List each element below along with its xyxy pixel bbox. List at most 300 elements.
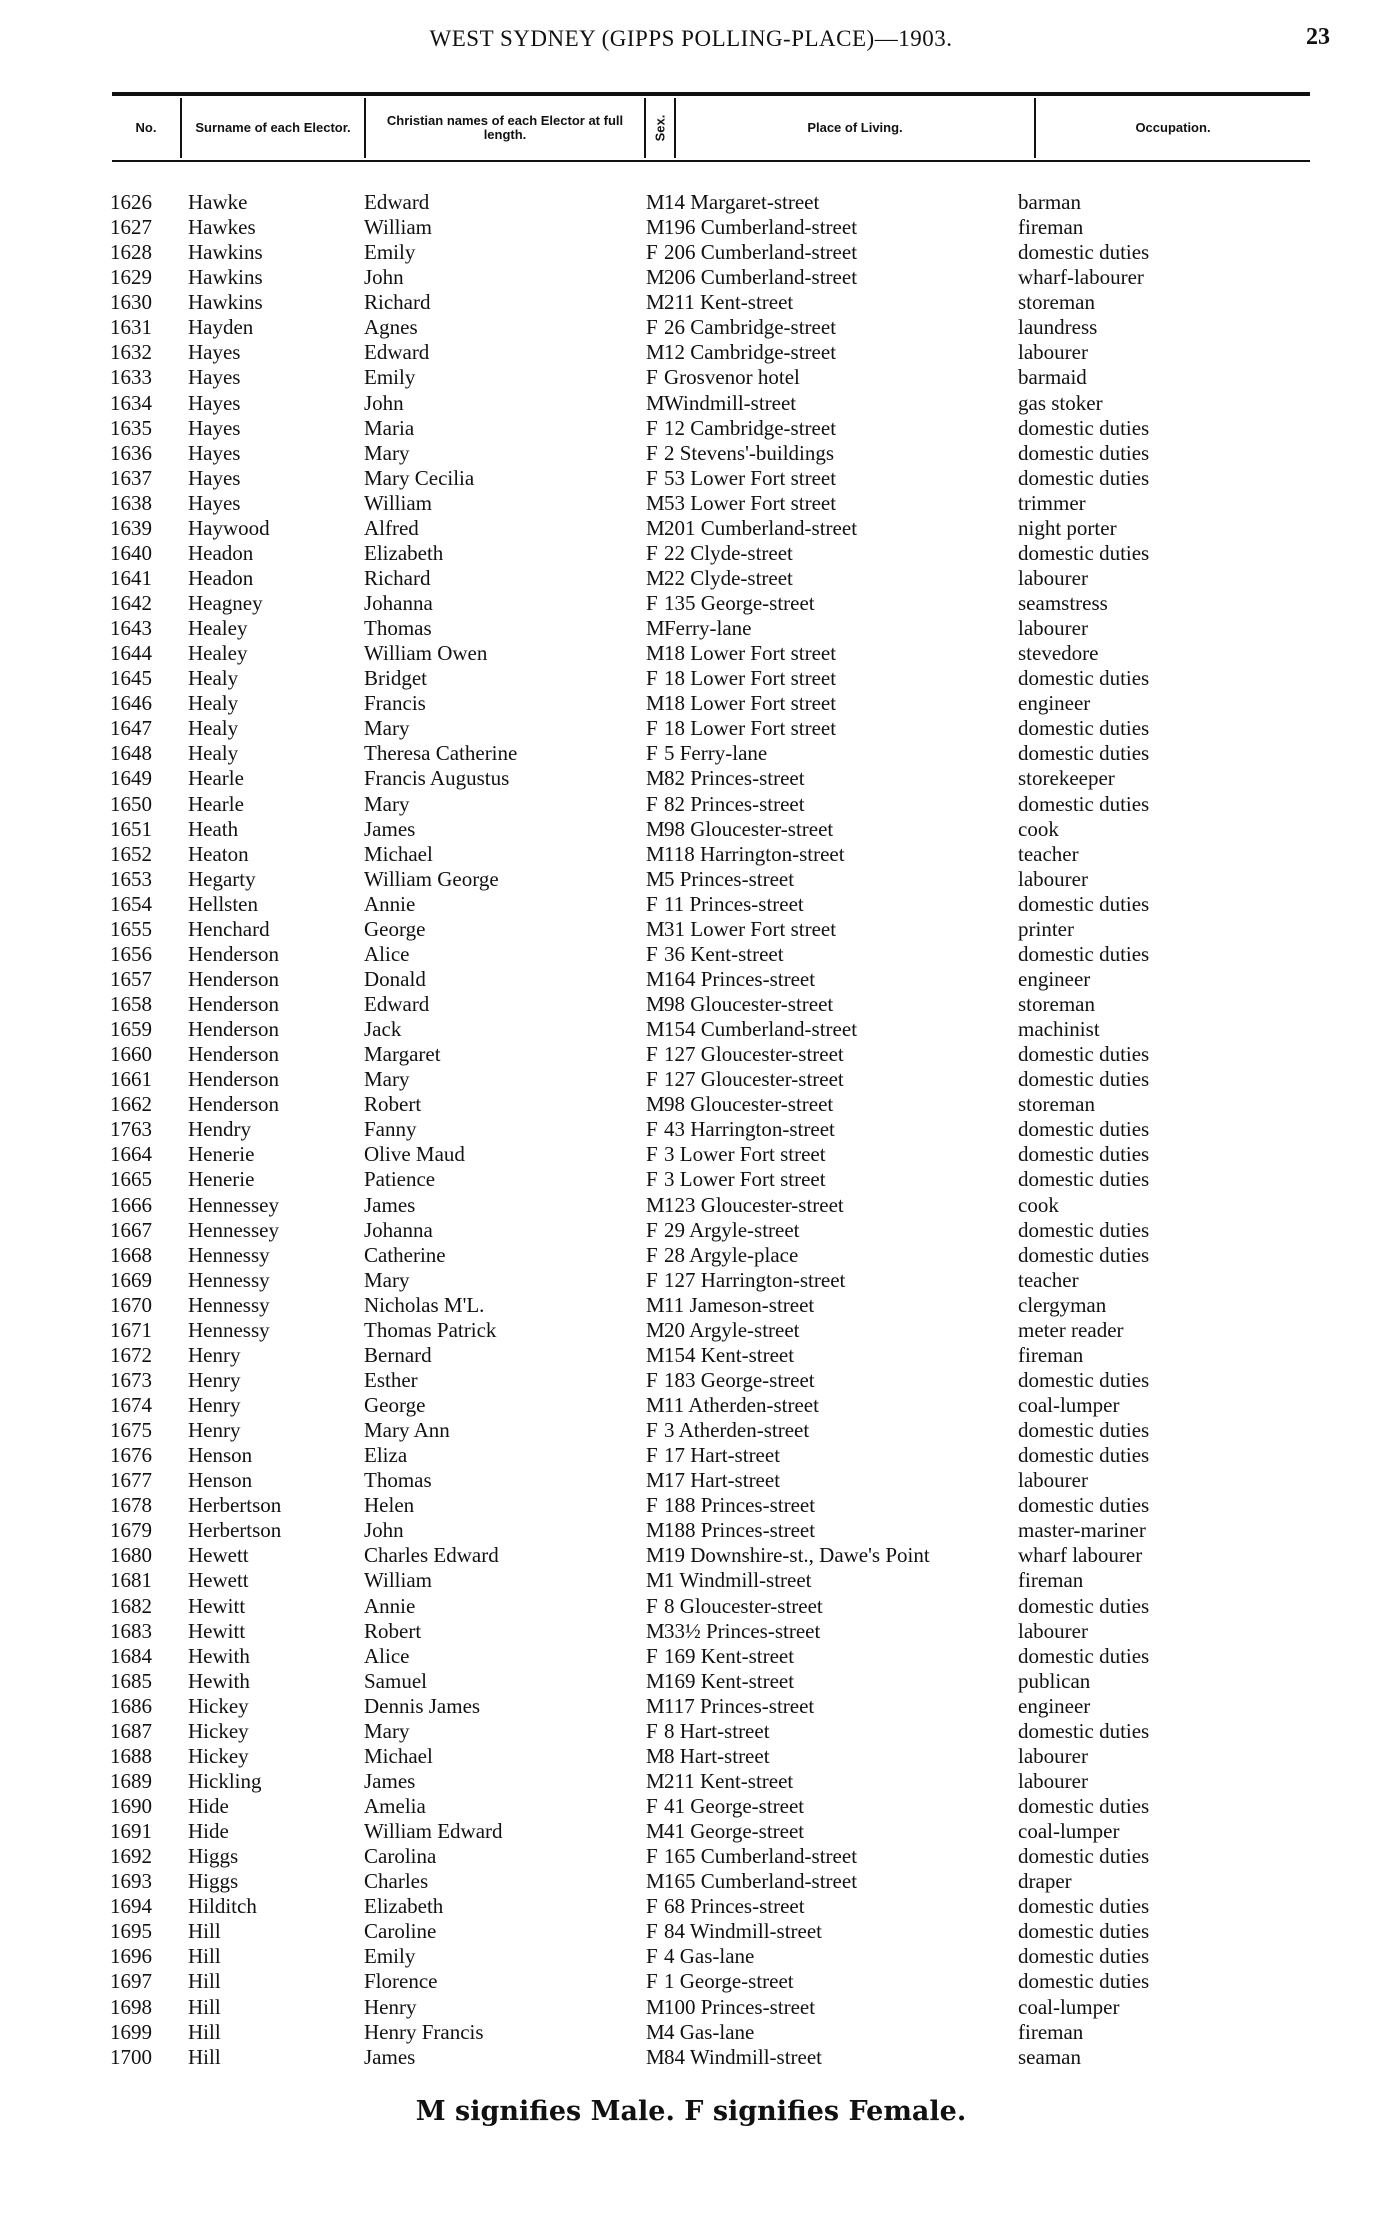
elector-sex: F xyxy=(646,1969,658,1994)
elector-christian-names: Mary xyxy=(364,716,410,741)
elector-occupation: engineer xyxy=(1018,691,1091,716)
table-row xyxy=(0,892,1382,917)
elector-surname: Henry xyxy=(188,1393,241,1417)
table-row xyxy=(0,792,1382,817)
table-row xyxy=(0,1268,1382,1293)
elector-number: 1688 xyxy=(110,1743,152,1768)
table-row xyxy=(0,967,1382,992)
elector-place-of-living: Windmill-street xyxy=(664,390,797,415)
elector-place-of-living: 135 George-street xyxy=(664,591,815,615)
elector-surname: Henson xyxy=(188,1468,253,1493)
elector-occupation: domestic duties xyxy=(1018,1844,1150,1869)
elector-number: 1656 xyxy=(110,941,152,966)
elector-occupation: trimmer xyxy=(1018,490,1086,515)
elector-surname: Hayes xyxy=(188,340,241,365)
table-row xyxy=(0,917,1382,942)
elector-surname: Henry xyxy=(188,1367,241,1392)
elector-christian-names: Mary xyxy=(364,791,410,816)
elector-number: 1662 xyxy=(110,1092,152,1117)
elector-number: 1677 xyxy=(110,1468,152,1493)
elector-place-of-living: 18 Lower Fort street xyxy=(664,641,837,666)
table-row xyxy=(0,1919,1382,1944)
elector-surname: Heaton xyxy=(188,841,249,866)
elector-occupation: domestic duties xyxy=(1018,791,1150,816)
elector-place-of-living: 36 Kent-street xyxy=(664,941,784,966)
table-row xyxy=(0,1067,1382,1092)
elector-number: 1684 xyxy=(110,1643,152,1668)
elector-surname: Healey xyxy=(188,616,248,641)
elector-number: 1672 xyxy=(110,1342,152,1367)
elector-place-of-living: 4 Gas-lane xyxy=(664,2019,755,2044)
elector-number: 1647 xyxy=(110,716,152,741)
elector-number: 1661 xyxy=(110,1067,152,1092)
elector-occupation: laundress xyxy=(1018,315,1098,340)
table-row xyxy=(0,1218,1382,1243)
elector-occupation: domestic duties xyxy=(1018,465,1150,490)
elector-occupation: engineer xyxy=(1018,1693,1091,1718)
elector-surname: Henerie xyxy=(188,1142,255,1167)
elector-christian-names: Henry xyxy=(364,1994,417,2019)
elector-christian-names: Francis Augustus xyxy=(364,766,510,791)
elector-occupation: labourer xyxy=(1018,1768,1088,1793)
elector-christian-names: Edward xyxy=(364,190,430,214)
column-header-row xyxy=(112,98,1310,158)
table-row xyxy=(0,1293,1382,1318)
elector-christian-names: William Owen xyxy=(364,641,488,666)
elector-christian-names: Annie xyxy=(364,1593,416,1618)
elector-surname: Hawkins xyxy=(188,240,263,265)
elector-christian-names: Johanna xyxy=(364,591,433,615)
elector-surname: Henson xyxy=(188,1443,253,1468)
elector-place-of-living: 19 Downshire-st., Dawe's Point xyxy=(664,1543,930,1568)
elector-number: 1631 xyxy=(110,315,152,340)
elector-number: 1642 xyxy=(110,591,152,615)
elector-occupation: labourer xyxy=(1018,565,1088,590)
elector-surname: Hill xyxy=(188,2019,221,2044)
elector-sex: M xyxy=(646,1192,665,1217)
elector-surname: Hawkes xyxy=(188,215,256,240)
elector-number: 1629 xyxy=(110,265,152,290)
elector-christian-names: Mary xyxy=(364,1067,410,1092)
elector-number: 1674 xyxy=(110,1393,152,1417)
elector-christian-names: James xyxy=(364,1768,416,1793)
elector-place-of-living: 28 Argyle-place xyxy=(664,1242,799,1267)
elector-surname: Henchard xyxy=(188,916,270,941)
elector-sex: F xyxy=(646,1217,658,1242)
elector-place-of-living: 26 Cambridge-street xyxy=(664,315,837,340)
elector-occupation: draper xyxy=(1018,1869,1072,1894)
elector-surname: Hill xyxy=(188,1994,221,2019)
page-number: 23 xyxy=(1306,24,1330,50)
table-row xyxy=(0,1594,1382,1619)
elector-surname: Hickey xyxy=(188,1718,249,1743)
table-row xyxy=(0,1393,1382,1418)
elector-sex: F xyxy=(646,1142,658,1167)
elector-surname: Hawke xyxy=(188,190,248,214)
elector-sex: F xyxy=(646,365,658,390)
elector-place-of-living: 211 Kent-street xyxy=(664,1768,794,1793)
elector-surname: Herbertson xyxy=(188,1493,282,1518)
elector-surname: Herbertson xyxy=(188,1518,282,1543)
elector-place-of-living: 22 Clyde-street xyxy=(664,565,793,590)
elector-number: 1649 xyxy=(110,766,152,791)
elector-surname: Hayes xyxy=(188,390,241,415)
elector-number: 1681 xyxy=(110,1568,152,1593)
table-row xyxy=(0,641,1382,666)
elector-occupation: domestic duties xyxy=(1018,1919,1150,1944)
table-row xyxy=(0,416,1382,441)
elector-place-of-living: 12 Cambridge-street xyxy=(664,340,837,365)
column-header-christian-names: Christian names of each Elector at full length. xyxy=(366,98,646,158)
elector-occupation: domestic duties xyxy=(1018,1593,1150,1618)
elector-number: 1627 xyxy=(110,215,152,240)
elector-christian-names: Mary xyxy=(364,1267,410,1292)
elector-place-of-living: 11 Jameson-street xyxy=(664,1292,815,1317)
elector-occupation: domestic duties xyxy=(1018,741,1150,766)
elector-christian-names: Caroline xyxy=(364,1919,437,1944)
elector-sex: F xyxy=(646,1443,658,1468)
elector-number: 1658 xyxy=(110,992,152,1016)
elector-place-of-living: 84 Windmill-street xyxy=(664,1919,822,1944)
elector-place-of-living: 165 Cumberland-street xyxy=(664,1869,858,1894)
elector-occupation: domestic duties xyxy=(1018,1794,1150,1818)
elector-sex: F xyxy=(646,1593,658,1618)
elector-sex: M xyxy=(646,1292,665,1317)
column-header-sex xyxy=(646,98,676,158)
elector-number: 1696 xyxy=(110,1944,152,1969)
table-row xyxy=(0,1243,1382,1268)
elector-occupation: publican xyxy=(1018,1668,1091,1693)
elector-sex: M xyxy=(646,1393,665,1417)
elector-sex: F xyxy=(646,791,658,816)
elector-sex: M xyxy=(646,515,665,540)
elector-number: 1666 xyxy=(110,1192,152,1217)
elector-number: 1667 xyxy=(110,1217,152,1242)
table-row xyxy=(0,190,1382,215)
elector-sex: M xyxy=(646,1017,665,1042)
elector-christian-names: Mary xyxy=(364,440,410,465)
elector-place-of-living: 14 Margaret-street xyxy=(664,190,820,214)
table-row xyxy=(0,1368,1382,1393)
elector-surname: Hill xyxy=(188,1944,221,1969)
elector-surname: Hennessey xyxy=(188,1217,279,1242)
elector-number: 1668 xyxy=(110,1242,152,1267)
elector-christian-names: Theresa Catherine xyxy=(364,741,518,766)
elector-number: 1693 xyxy=(110,1869,152,1894)
table-row xyxy=(0,591,1382,616)
elector-place-of-living: 20 Argyle-street xyxy=(664,1317,800,1342)
elector-number: 1652 xyxy=(110,841,152,866)
elector-occupation: coal-lumper xyxy=(1018,1819,1120,1844)
elector-number: 1633 xyxy=(110,365,152,390)
table-row xyxy=(0,1468,1382,1493)
elector-occupation: domestic duties xyxy=(1018,1042,1150,1067)
elector-surname: Healy xyxy=(188,691,239,716)
elector-place-of-living: 98 Gloucester-street xyxy=(664,992,834,1016)
elector-occupation: domestic duties xyxy=(1018,415,1150,440)
elector-surname: Henderson xyxy=(188,1092,279,1117)
table-row xyxy=(0,691,1382,716)
elector-place-of-living: 165 Cumberland-street xyxy=(664,1844,858,1869)
elector-sex: F xyxy=(646,666,658,691)
elector-place-of-living: 127 Gloucester-street xyxy=(664,1067,844,1092)
elector-number: 1682 xyxy=(110,1593,152,1618)
elector-christian-names: George xyxy=(364,916,426,941)
table-row xyxy=(0,1969,1382,1994)
elector-number: 1670 xyxy=(110,1292,152,1317)
elector-number: 1636 xyxy=(110,440,152,465)
elector-occupation: domestic duties xyxy=(1018,240,1150,265)
elector-surname: Healey xyxy=(188,641,248,666)
elector-christian-names: Alfred xyxy=(364,515,419,540)
elector-occupation: teacher xyxy=(1018,1267,1079,1292)
elector-place-of-living: 84 Windmill-street xyxy=(664,2044,822,2069)
elector-occupation: engineer xyxy=(1018,966,1091,991)
elector-place-of-living: 183 George-street xyxy=(664,1367,815,1392)
elector-sex: M xyxy=(646,290,665,315)
elector-place-of-living: 1 George-street xyxy=(664,1969,794,1994)
elector-christian-names: Johanna xyxy=(364,1217,433,1242)
elector-sex: F xyxy=(646,1894,658,1919)
elector-surname: Hennessy xyxy=(188,1242,270,1267)
elector-surname: Hayes xyxy=(188,490,241,515)
elector-sex: M xyxy=(646,190,665,214)
elector-number: 1686 xyxy=(110,1693,152,1718)
elector-occupation: fireman xyxy=(1018,215,1084,240)
elector-place-of-living: 41 George-street xyxy=(664,1794,805,1818)
elector-christian-names: William xyxy=(364,215,432,240)
elector-occupation: domestic duties xyxy=(1018,1493,1150,1518)
table-row xyxy=(0,315,1382,340)
elector-surname: Henry xyxy=(188,1418,241,1443)
elector-occupation: teacher xyxy=(1018,841,1079,866)
elector-place-of-living: 169 Kent-street xyxy=(664,1668,795,1693)
elector-surname: Hennessy xyxy=(188,1292,270,1317)
elector-occupation: fireman xyxy=(1018,1342,1084,1367)
elector-number: 1673 xyxy=(110,1367,152,1392)
elector-surname: Hill xyxy=(188,1919,221,1944)
elector-place-of-living: 17 Hart-street xyxy=(664,1443,781,1468)
elector-number: 1650 xyxy=(110,791,152,816)
elector-sex: F xyxy=(646,465,658,490)
elector-place-of-living: 118 Harrington-street xyxy=(664,841,845,866)
column-header-surname: Surname of each Elector. xyxy=(182,98,366,158)
elector-sex: M xyxy=(646,616,665,641)
elector-christian-names: Bridget xyxy=(364,666,427,691)
elector-place-of-living: 29 Argyle-street xyxy=(664,1217,800,1242)
elector-number: 1691 xyxy=(110,1819,152,1844)
elector-number: 1659 xyxy=(110,1017,152,1042)
elector-sex: F xyxy=(646,1242,658,1267)
elector-occupation: domestic duties xyxy=(1018,440,1150,465)
elector-occupation: domestic duties xyxy=(1018,1944,1150,1969)
elector-sex: F xyxy=(646,1067,658,1092)
elector-occupation: machinist xyxy=(1018,1017,1100,1042)
elector-sex: M xyxy=(646,1768,665,1793)
elector-christian-names: Margaret xyxy=(364,1042,441,1067)
column-header-occupation: Occupation. xyxy=(1135,120,1211,135)
elector-number: 1628 xyxy=(110,240,152,265)
table-row xyxy=(0,215,1382,240)
elector-surname: Henderson xyxy=(188,992,279,1016)
elector-number: 1665 xyxy=(110,1167,152,1192)
elector-occupation: storeman xyxy=(1018,1092,1095,1117)
elector-occupation: domestic duties xyxy=(1018,1894,1150,1919)
elector-sex: F xyxy=(646,1794,658,1818)
table-row xyxy=(0,541,1382,566)
elector-place-of-living: 98 Gloucester-street xyxy=(664,1092,834,1117)
table-row xyxy=(0,441,1382,466)
elector-sex: M xyxy=(646,2044,665,2069)
elector-occupation: domestic duties xyxy=(1018,1969,1150,1994)
elector-number: 1690 xyxy=(110,1794,152,1818)
elector-christian-names: Henry Francis xyxy=(364,2019,484,2044)
elector-surname: Henry xyxy=(188,1342,241,1367)
table-row xyxy=(0,1619,1382,1644)
elector-number: 1699 xyxy=(110,2019,152,2044)
elector-place-of-living: 41 George-street xyxy=(664,1819,805,1844)
table-row xyxy=(0,491,1382,516)
elector-christian-names: Donald xyxy=(364,966,426,991)
elector-surname: Hill xyxy=(188,2044,221,2069)
elector-occupation: labourer xyxy=(1018,1743,1088,1768)
elector-sex: M xyxy=(646,641,665,666)
elector-occupation: cook xyxy=(1018,816,1059,841)
elector-place-of-living: 82 Princes-street xyxy=(664,791,805,816)
elector-christian-names: Elizabeth xyxy=(364,1894,444,1919)
elector-number: 1695 xyxy=(110,1919,152,1944)
table-row xyxy=(0,1543,1382,1568)
table-row xyxy=(0,1869,1382,1894)
elector-occupation: domestic duties xyxy=(1018,1242,1150,1267)
elector-occupation: domestic duties xyxy=(1018,1217,1150,1242)
elector-place-of-living: 2 Stevens'-buildings xyxy=(664,440,835,465)
elector-place-of-living: 117 Princes-street xyxy=(664,1693,815,1718)
elector-surname: Headon xyxy=(188,540,254,565)
elector-occupation: storeman xyxy=(1018,992,1095,1016)
elector-surname: Higgs xyxy=(188,1869,239,1894)
elector-sex: F xyxy=(646,1367,658,1392)
elector-occupation: domestic duties xyxy=(1018,1418,1150,1443)
table-row xyxy=(0,240,1382,265)
elector-place-of-living: 18 Lower Fort street xyxy=(664,666,837,691)
elector-occupation: domestic duties xyxy=(1018,666,1150,691)
table-row xyxy=(0,1644,1382,1669)
elector-christian-names: Charles Edward xyxy=(364,1543,499,1568)
elector-number: 1630 xyxy=(110,290,152,315)
elector-sex: M xyxy=(646,1568,665,1593)
elector-christian-names: Catherine xyxy=(364,1242,446,1267)
elector-number: 1645 xyxy=(110,666,152,691)
elector-christian-names: William George xyxy=(364,866,499,891)
elector-occupation: printer xyxy=(1018,916,1074,941)
elector-christian-names: Alice xyxy=(364,941,410,966)
elector-sex: M xyxy=(646,866,665,891)
elector-number: 1639 xyxy=(110,515,152,540)
elector-place-of-living: 127 Harrington-street xyxy=(664,1267,846,1292)
elector-place-of-living: Ferry-lane xyxy=(664,616,752,641)
table-row xyxy=(0,666,1382,691)
elector-number: 1648 xyxy=(110,741,152,766)
elector-christian-names: Emily xyxy=(364,365,416,390)
elector-surname: Hayden xyxy=(188,315,254,340)
elector-christian-names: Elizabeth xyxy=(364,540,444,565)
elector-surname: Hayes xyxy=(188,365,241,390)
elector-sex: F xyxy=(646,415,658,440)
elector-surname: Hide xyxy=(188,1819,229,1844)
elector-sex: F xyxy=(646,1919,658,1944)
elector-christian-names: Bernard xyxy=(364,1342,432,1367)
elector-place-of-living: 8 Hart-street xyxy=(664,1718,770,1743)
elector-number: 1640 xyxy=(110,540,152,565)
elector-sex: M xyxy=(646,1342,665,1367)
elector-christian-names: Annie xyxy=(364,891,416,916)
elector-occupation: coal-lumper xyxy=(1018,1994,1120,2019)
elector-occupation: labourer xyxy=(1018,1468,1088,1493)
elector-place-of-living: 154 Kent-street xyxy=(664,1342,795,1367)
elector-sex: F xyxy=(646,540,658,565)
table-row xyxy=(0,1995,1382,2020)
elector-christian-names: James xyxy=(364,1192,416,1217)
elector-occupation: meter reader xyxy=(1018,1317,1124,1342)
elector-occupation: seamstress xyxy=(1018,591,1108,615)
elector-sex: F xyxy=(646,1267,658,1292)
table-row xyxy=(0,1193,1382,1218)
elector-occupation: domestic duties xyxy=(1018,1643,1150,1668)
elector-number: 1697 xyxy=(110,1969,152,1994)
elector-place-of-living: 164 Princes-street xyxy=(664,966,816,991)
column-header-place: Place of Living. xyxy=(676,98,1036,158)
elector-number: 1678 xyxy=(110,1493,152,1518)
top-rule xyxy=(112,92,1310,96)
elector-number: 1671 xyxy=(110,1317,152,1342)
elector-number: 1651 xyxy=(110,816,152,841)
elector-surname: Henderson xyxy=(188,941,279,966)
elector-occupation: stevedore xyxy=(1018,641,1099,666)
elector-sex: M xyxy=(646,966,665,991)
elector-christian-names: Olive Maud xyxy=(364,1142,465,1167)
table-row xyxy=(0,1944,1382,1969)
table-row xyxy=(0,1117,1382,1142)
elector-christian-names: William xyxy=(364,490,432,515)
elector-christian-names: Nicholas M'L. xyxy=(364,1292,485,1317)
elector-number: 1641 xyxy=(110,565,152,590)
elector-number: 1643 xyxy=(110,616,152,641)
elector-place-of-living: 169 Kent-street xyxy=(664,1643,795,1668)
elector-christian-names: Esther xyxy=(364,1367,418,1392)
elector-sex: M xyxy=(646,916,665,941)
table-row xyxy=(0,2045,1382,2070)
elector-occupation: fireman xyxy=(1018,1568,1084,1593)
elector-christian-names: Charles xyxy=(364,1869,429,1894)
elector-surname: Hawkins xyxy=(188,290,263,315)
table-row xyxy=(0,391,1382,416)
elector-place-of-living: 100 Princes-street xyxy=(664,1994,816,2019)
elector-place-of-living: 33½ Princes-street xyxy=(664,1618,821,1643)
elector-sex: F xyxy=(646,315,658,340)
elector-place-of-living: 4 Gas-lane xyxy=(664,1944,755,1969)
elector-christian-names: James xyxy=(364,2044,416,2069)
header-rule xyxy=(112,160,1310,162)
elector-christian-names: Mary Ann xyxy=(364,1418,450,1443)
elector-number: 1655 xyxy=(110,916,152,941)
elector-sex: F xyxy=(646,1844,658,1869)
elector-number: 1632 xyxy=(110,340,152,365)
elector-christian-names: John xyxy=(364,265,404,290)
elector-sex: M xyxy=(646,816,665,841)
elector-christian-names: Edward xyxy=(364,992,430,1016)
table-row xyxy=(0,516,1382,541)
